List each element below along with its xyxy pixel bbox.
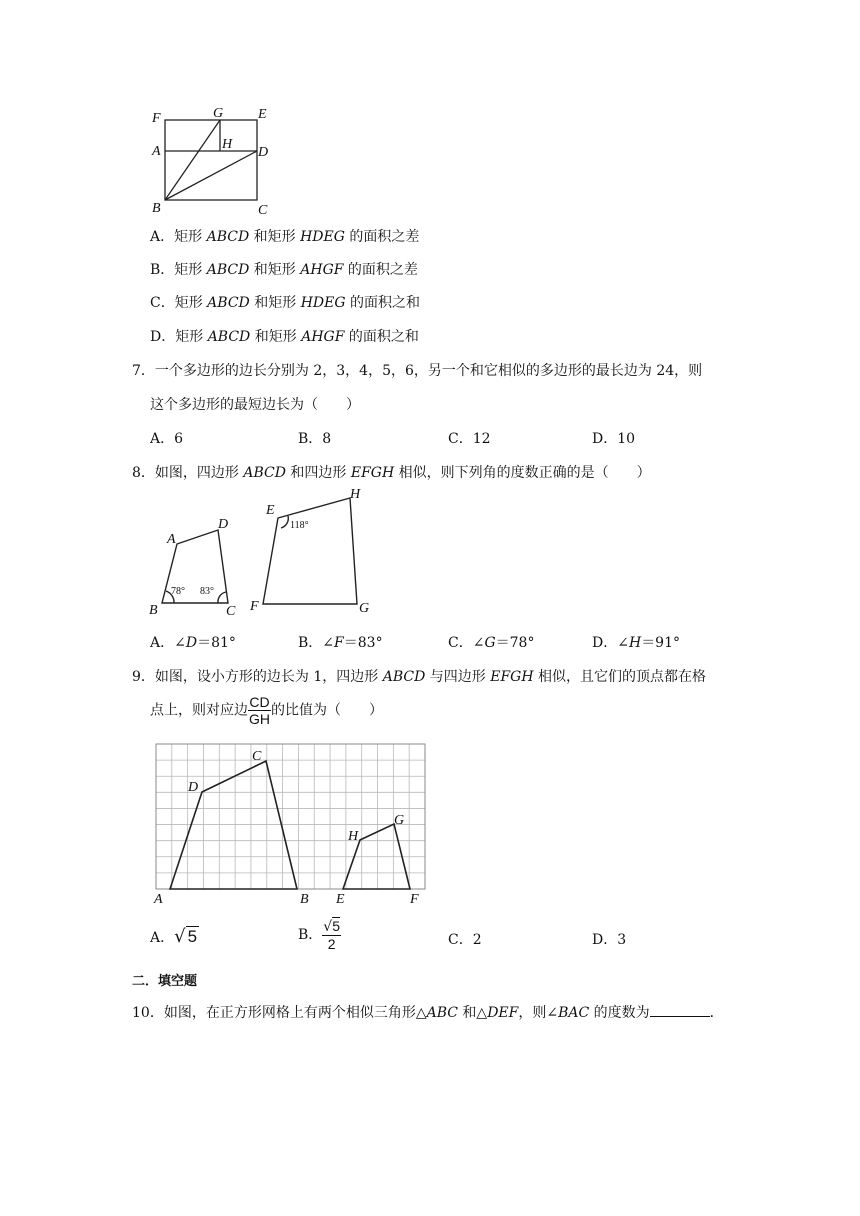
q9-option-d: D．3	[592, 932, 627, 948]
q8-label-G: G	[359, 601, 370, 616]
q8-label-F: F	[250, 599, 259, 614]
q7-stem-line1: 7．一个多边形的边长分别为 2，3，4，5，6，另一个和它相似的多边形的最长边为 24，则	[132, 363, 703, 379]
answer-blank[interactable]	[650, 1002, 710, 1017]
q8-angle-c: 83°	[200, 586, 214, 597]
q9-label-D: D	[188, 780, 199, 795]
figure-q6-rectangles	[148, 104, 278, 220]
figure-q8-quadrilaterals	[140, 488, 390, 618]
q7-option-c: C．12	[448, 431, 491, 447]
label-F: F	[152, 111, 161, 126]
label-C: C	[258, 203, 268, 218]
q9-label-H: H	[348, 829, 359, 844]
ratio-fraction: $\frac{CD}{GH}$	[249, 694, 270, 727]
q8-option-c: C．∠G＝78°	[448, 635, 535, 651]
q8-label-C: C	[226, 604, 236, 618]
q8-stem: 8．如图，四边形 ABCD 和四边形 EFGH 相似，则下列角的度数正确的是（ ）	[132, 465, 651, 481]
q7-option-d: D．10	[592, 431, 636, 447]
q8-option-d: D．∠H＝91°	[592, 635, 681, 651]
q6-option-c: C．矩形 ABCD 和矩形 HDEG 的面积之和	[150, 295, 420, 311]
section-heading-fill-in: 二．填空题	[132, 974, 198, 989]
q9-option-a: A．√ 5	[150, 926, 198, 947]
q9-label-C: C	[252, 749, 262, 764]
q8-label-D: D	[218, 517, 229, 532]
figure-q9-grid	[150, 740, 430, 910]
q9-label-F: F	[410, 892, 419, 907]
q9-stem-line2: 点上，则对应边 $\frac{CD}{GH}$ 的比值为（ ）	[150, 694, 383, 727]
sqrt-symbol: √ 5	[174, 926, 198, 947]
q9-label-G: G	[394, 813, 405, 828]
q8-label-H: H	[350, 488, 361, 502]
q6-option-b: B．矩形 ABCD 和矩形 AHGF 的面积之差	[150, 262, 418, 278]
label-E: E	[258, 107, 267, 122]
q8-option-a: A．∠D＝81°	[150, 635, 236, 651]
q8-label-E: E	[266, 503, 275, 518]
q9-option-b: B． $\frac{√5}{2}$	[298, 918, 341, 952]
q8-angle-b: 78°	[171, 586, 185, 597]
q6-option-d: D．矩形 ABCD 和矩形 AHGF 的面积之和	[150, 329, 419, 345]
q9-option-c: C．2	[448, 932, 482, 948]
label-D: D	[258, 145, 269, 160]
label-G: G	[213, 106, 224, 121]
q7-option-b: B．8	[298, 431, 332, 447]
q9-label-A: A	[154, 892, 163, 907]
label-A: A	[152, 144, 161, 159]
label-B: B	[152, 201, 161, 216]
q7-stem-line2: 这个多边形的最短边长为（ ）	[150, 397, 360, 413]
q8-label-B: B	[149, 603, 158, 618]
q9-label-E: E	[336, 892, 345, 907]
q8-option-b: B．∠F＝83°	[298, 635, 383, 651]
q8-label-A: A	[167, 532, 176, 547]
label-H: H	[222, 137, 233, 152]
q9-label-B: B	[300, 892, 309, 907]
q10-stem: 10．如图，在正方形网格上有两个相似三角形△ABC 和△DEF，则∠BAC 的度数为 ．	[132, 1002, 724, 1022]
q7-option-a: A．6	[150, 431, 184, 447]
q9-stem-line1: 9．如图，设小方形的边长为 1，四边形 ABCD 与四边形 EFGH 相似，且它们的顶点都在格	[132, 669, 707, 685]
q6-option-a: A．矩形 ABCD 和矩形 HDEG 的面积之差	[150, 229, 420, 245]
sqrt5-over-2: $\frac{√5}{2}$	[323, 918, 341, 952]
q8-angle-e: 118°	[290, 520, 309, 531]
